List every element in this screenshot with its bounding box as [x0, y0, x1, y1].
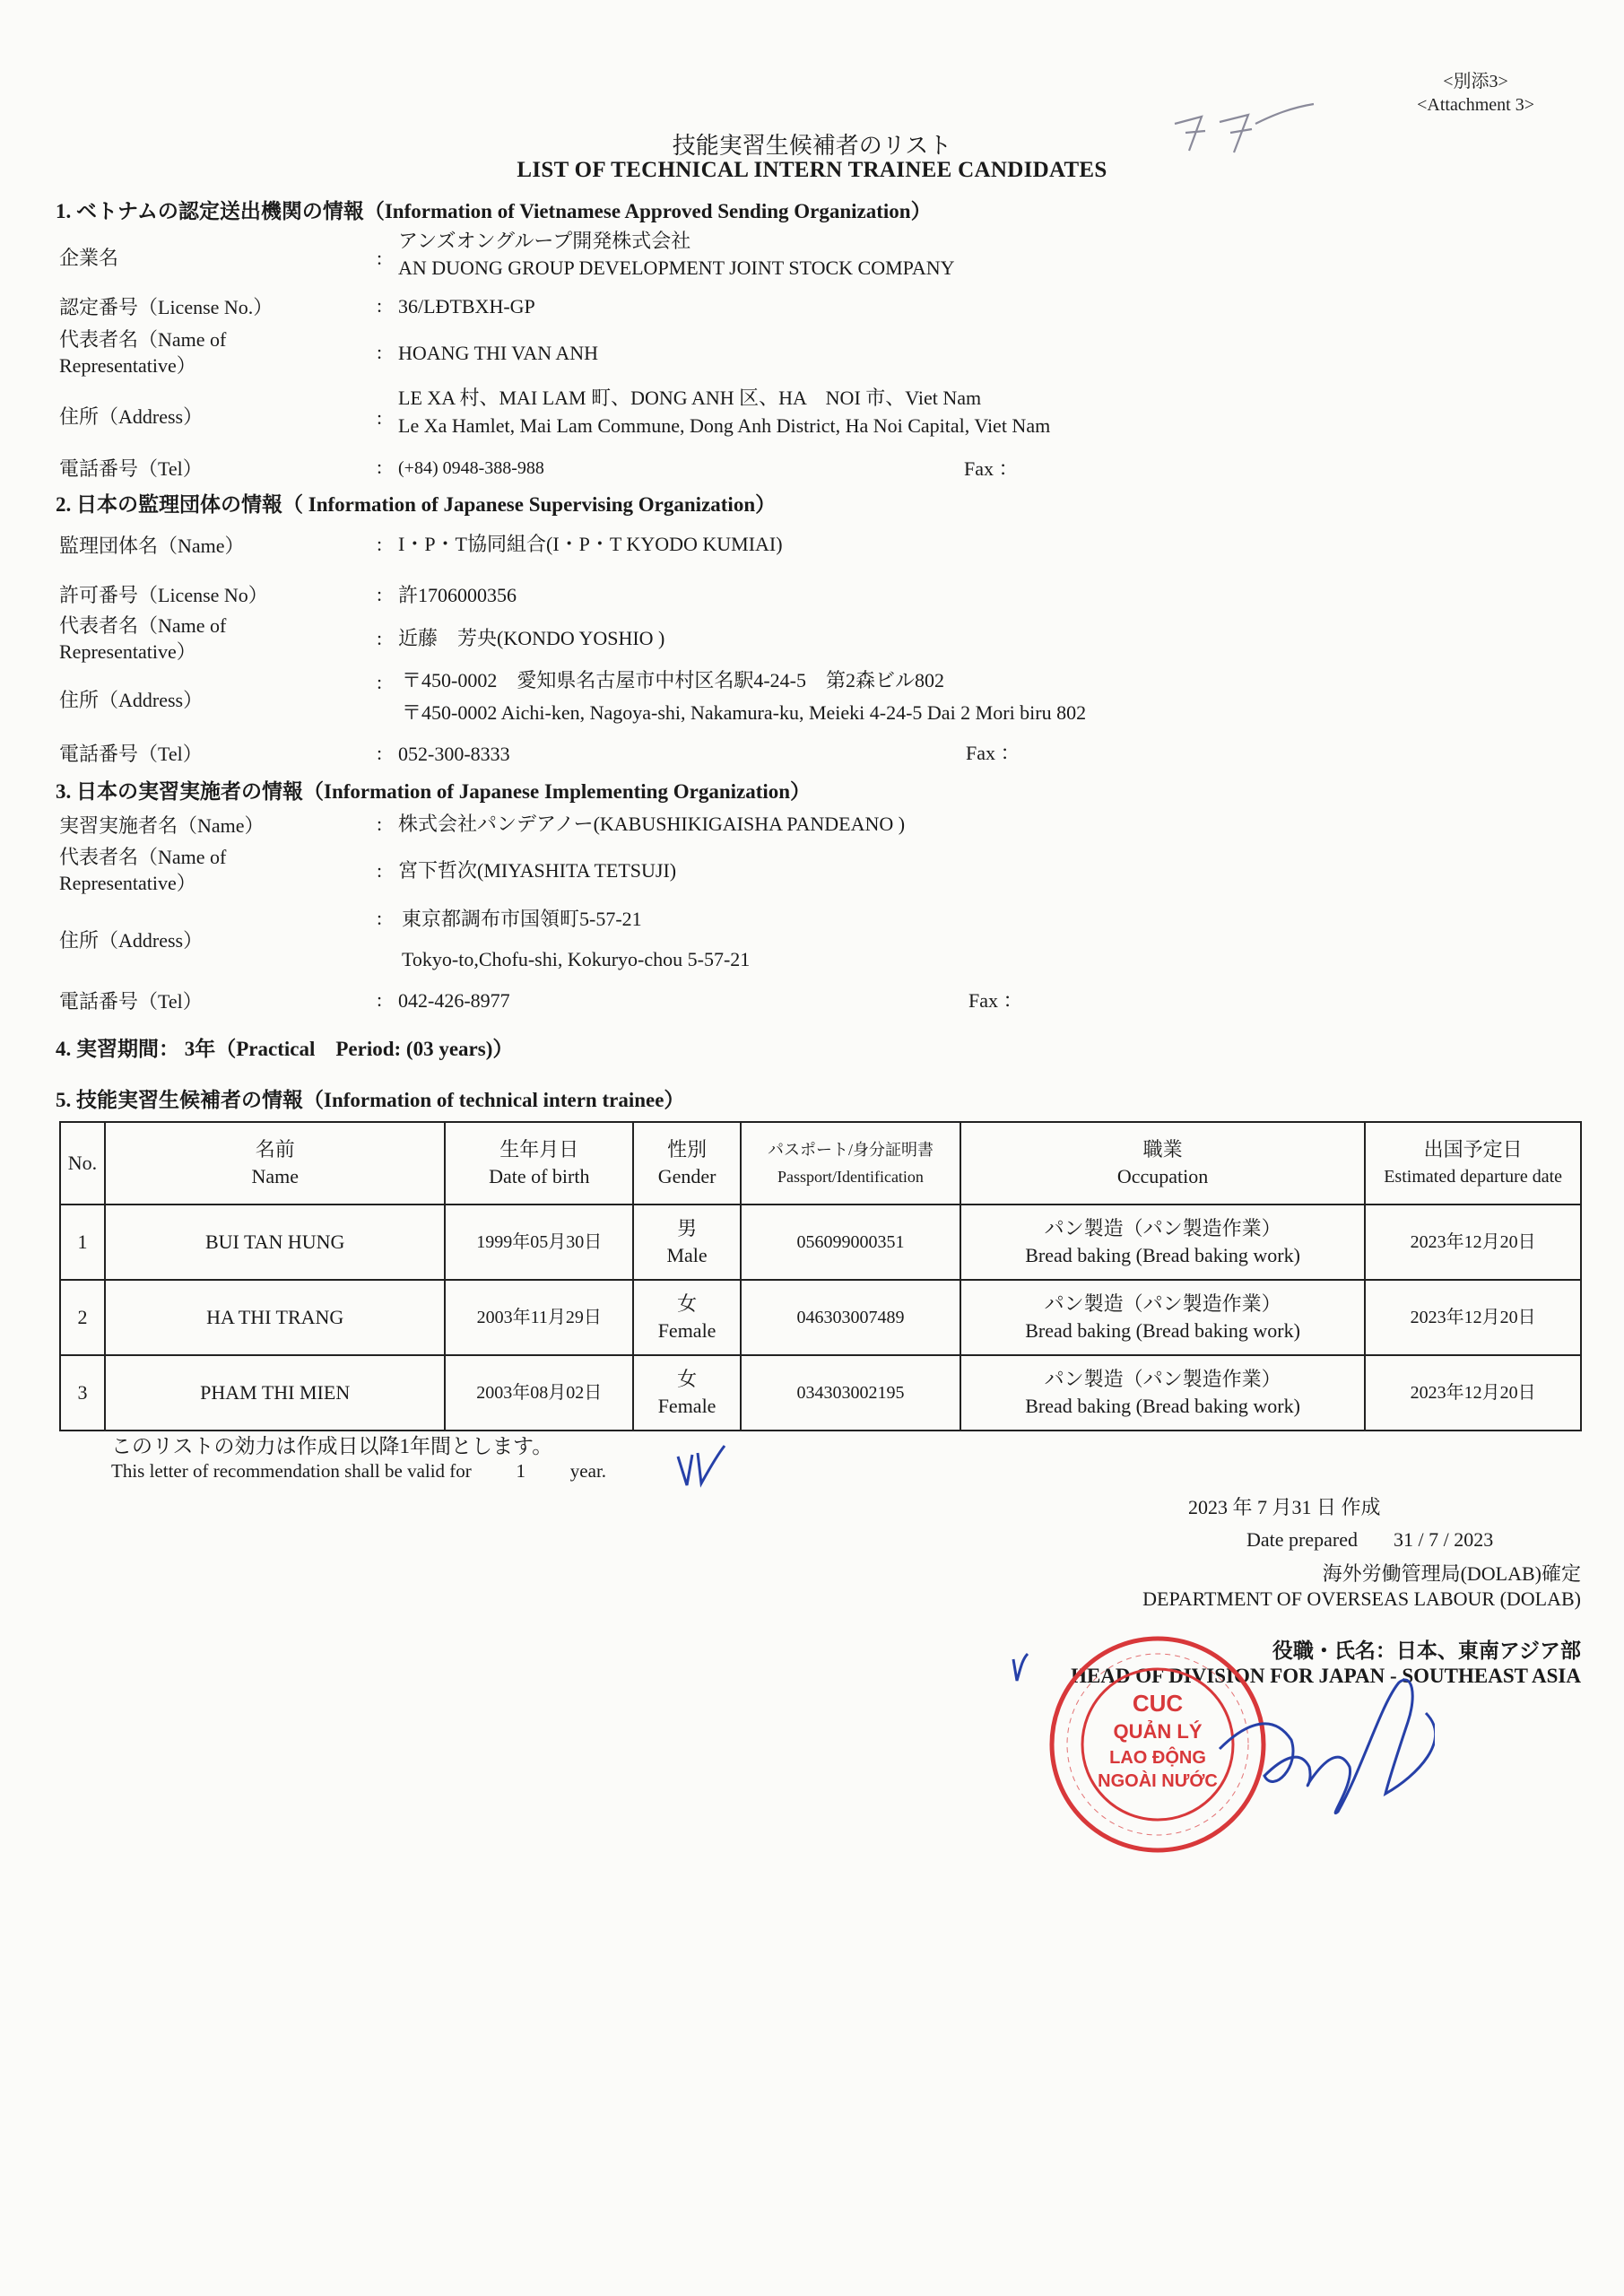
attachment-jp: <別添3> — [1443, 72, 1508, 91]
cell-departure: 2023年12月20日 — [1365, 1355, 1581, 1431]
s1-company-en: AN DUONG GROUP DEVELOPMENT JOINT STOCK COMPANY — [398, 257, 955, 279]
cell-occupation: パン製造（パン製造作業） Bread baking (Bread baking work) — [960, 1355, 1365, 1431]
s3-rep-label: 代表者名（Name of Representative） — [59, 846, 227, 894]
attachment-label — [1417, 70, 1534, 117]
s3-address-en: Tokyo-to,Chofu-shi, Kokuryo-chou 5-57-21 — [402, 948, 751, 970]
dept-en: DEPARTMENT OF OVERSEAS LABOUR (DOLAB) — [1142, 1587, 1581, 1610]
attachment-en: <Attachment 3> — [1417, 95, 1534, 115]
svg-text:CUC: CUC — [1132, 1690, 1184, 1717]
table-row — [60, 1205, 1581, 1280]
s1-address-label: 住所（Address） — [59, 405, 204, 428]
cell-passport: 056099000351 — [741, 1205, 960, 1280]
s1-company-label: 企業名 — [59, 247, 119, 269]
section2-heading: 2. 日本の監理団体の情報（ Information of Japanese Supervising Organization） — [56, 493, 777, 516]
cell-dob: 2003年08月02日 — [445, 1355, 633, 1431]
validity-jp: このリストの効力は作成日以降1年間とします。 — [111, 1435, 553, 1457]
cell-gender: 女 Female — [633, 1280, 741, 1355]
cell-departure: 2023年12月20日 — [1365, 1205, 1581, 1280]
position-en: HEAD OF DIVISION FOR JAPAN - SOUTHEAST ASIA — [1071, 1665, 1581, 1687]
s1-address-en: Le Xa Hamlet, Mai Lam Commune, Dong Anh District, Ha Noi Capital, Viet Nam — [398, 414, 1051, 437]
table-row — [60, 1355, 1581, 1431]
s3-fax-label: Fax ： — [968, 989, 1023, 1012]
title-en: LIST OF TECHNICAL INTERN TRAINEE CANDIDATES — [517, 158, 1107, 182]
s2-address-jp: 〒450-0002 愛知県名古屋市中村区名駅4-24-5 第2森ビル802 — [402, 669, 944, 691]
cell-passport: 034303002195 — [741, 1355, 960, 1431]
s2-fax-label: Fax ： — [966, 742, 1020, 764]
s1-tel: (+84) 0948-388-988 — [398, 458, 544, 478]
s1-address-jp: LE XA 村、MAI LAM 町、DONG ANH 区、HA NOI 市、Viet Nam — [398, 387, 982, 409]
candidates-table — [59, 1121, 1582, 1431]
header-passport: パスポート/身分証明書 Passport/Identification — [741, 1122, 960, 1205]
title-jp: 技能実習生候補者のリスト — [672, 133, 952, 159]
position-jp: 役職・氏名：日本、東南アジア部 — [1272, 1639, 1581, 1662]
svg-text:QUẢN LÝ: QUẢN LÝ — [1113, 1720, 1203, 1743]
header-no: No. — [60, 1122, 105, 1205]
s1-tel-label: 電話番号（Tel） — [59, 457, 203, 480]
s3-tel-label: 電話番号（Tel） — [59, 990, 203, 1013]
s1-license: 36/LĐTBXH-GP — [398, 295, 535, 317]
svg-text:LAO ĐỘNG: LAO ĐỘNG — [1109, 1748, 1206, 1768]
s2-rep: 近藤 芳央(KONDO YOSHIO ) — [398, 627, 665, 649]
cell-name: PHAM THI MIEN — [105, 1355, 445, 1431]
cell-name: BUI TAN HUNG — [105, 1205, 445, 1280]
s3-address-label: 住所（Address） — [59, 929, 204, 952]
dept-jp: 海外労働管理局(DOLAB)確定 — [1322, 1562, 1581, 1585]
cell-dob: 2003年11月29日 — [445, 1280, 633, 1355]
cell-no: 3 — [60, 1355, 105, 1431]
section3-heading: 3. 日本の実習実施者の情報（Information of Japanese Implementing Organization） — [56, 780, 812, 803]
s3-address-jp: 東京都調布市国領町5-57-21 — [402, 908, 642, 930]
section1-heading: 1. ベトナムの認定送出機関の情報（Information of Vietnamese Approved Sending Organization） — [56, 200, 932, 222]
s2-tel-label: 電話番号（Tel） — [59, 743, 203, 765]
date-prepared: Date prepared 31 / 7 / 2023 — [1246, 1528, 1494, 1551]
validity-en: This letter of recommendation shall be valid for 1 year. — [111, 1460, 607, 1482]
s2-license: 許1706000356 — [398, 584, 517, 606]
signature-icon — [1004, 1641, 1435, 1848]
cell-name: HA THI TRANG — [105, 1280, 445, 1355]
cell-occupation: パン製造（パン製造作業） Bread baking (Bread baking work) — [960, 1205, 1365, 1280]
svg-text:NGOÀI NƯỚC: NGOÀI NƯỚC — [1098, 1771, 1218, 1791]
s1-license-label: 認定番号（License No.） — [59, 296, 274, 318]
s2-address-en: 〒450-0002 Aichi-ken, Nagoya-shi, Nakamura-ku, Meieki 4-24-5 Dai 2 Mori biru 802 — [402, 701, 1087, 724]
s1-company-jp: アンズオングループ開発株式会社 — [398, 230, 691, 252]
s1-fax-label: Fax ： — [964, 457, 1019, 480]
cell-no: 2 — [60, 1280, 105, 1355]
header-occupation: 職業 Occupation — [960, 1122, 1365, 1205]
cell-departure: 2023年12月20日 — [1365, 1280, 1581, 1355]
cell-dob: 1999年05月30日 — [445, 1205, 633, 1280]
cell-occupation: パン製造（パン製造作業） Bread baking (Bread baking work) — [960, 1280, 1365, 1355]
s3-tel: 042-426-8977 — [398, 989, 510, 1012]
s2-name: I・P・T協同組合(I・P・T KYODO KUMIAI) — [398, 533, 783, 555]
s3-name: 株式会社パンデアノー(KABUSHIKIGAISHA PANDEANO ) — [398, 813, 906, 835]
table-header-row — [60, 1122, 1581, 1205]
s2-address-label: 住所（Address） — [59, 689, 204, 711]
section5-heading: 5. 技能実習生候補者の情報（Information of technical intern trainee） — [56, 1089, 685, 1111]
date-jp: 2023 年 7 月31 日 作成 — [1188, 1496, 1381, 1518]
header-departure: 出国予定日 Estimated departure date — [1365, 1122, 1581, 1205]
section4-heading: 4. 実習期間： 3年（Practical Period: (03 years)） — [56, 1038, 514, 1060]
header-dob: 生年月日 Date of birth — [445, 1122, 633, 1205]
s2-rep-label: 代表者名（Name of Representative） — [59, 614, 227, 663]
cell-gender: 男 Male — [633, 1205, 741, 1280]
header-name: 名前 Name — [105, 1122, 445, 1205]
s3-rep: 宮下哲次(MIYASHITA TETSUJI) — [398, 859, 677, 882]
cell-passport: 046303007489 — [741, 1280, 960, 1355]
s2-license-label: 許可番号（License No） — [59, 584, 268, 606]
s2-tel: 052-300-8333 — [398, 743, 510, 765]
s2-name-label: 監理団体名（Name） — [59, 535, 245, 557]
handwritten-initial — [671, 1440, 728, 1491]
colon: : — [377, 247, 383, 269]
s1-rep-label: 代表者名（Name of Representative） — [59, 328, 227, 377]
header-gender: 性別 Gender — [633, 1122, 741, 1205]
s3-name-label: 実習実施者名（Name） — [59, 814, 265, 837]
table-row — [60, 1280, 1581, 1355]
cell-gender: 女 Female — [633, 1355, 741, 1431]
cell-no: 1 — [60, 1205, 105, 1280]
s1-rep: HOANG THI VAN ANH — [398, 342, 599, 364]
